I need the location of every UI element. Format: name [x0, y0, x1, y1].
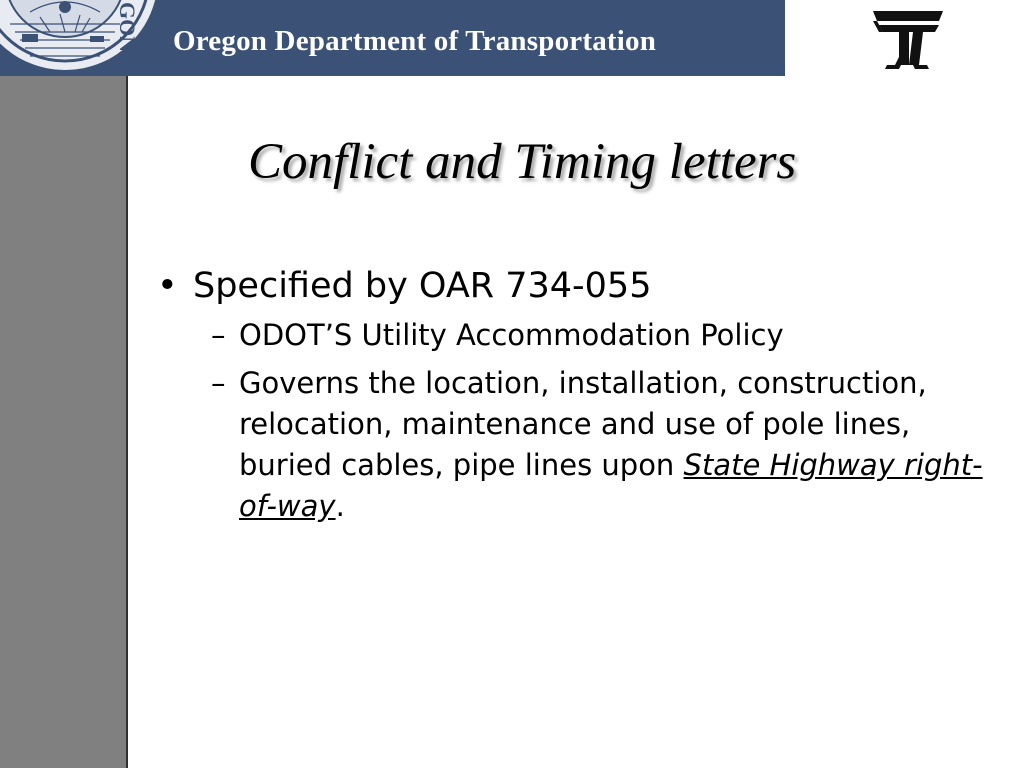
oregon-seal-icon: [0, 0, 160, 72]
dash-icon: –: [211, 318, 226, 352]
header-banner: [0, 0, 785, 76]
sub-bullet-text: Governs the location, installation, construction, relocation, maintenance and use of pole lines, buried cables, pipe lines upon: [239, 366, 927, 482]
odot-logo-icon: [869, 5, 947, 71]
bullet-dot-icon: •: [157, 266, 178, 306]
sub-bullet-item: [155, 315, 985, 356]
highway-right-of-way-link[interactable]: State Highway right-of-way: [239, 448, 983, 523]
sub-bullet-text: ODOT’S Utility Accommodation Policy: [239, 318, 784, 352]
slide-title: Conflict and Timing letters: [248, 134, 797, 190]
seal-letters: GON: [115, 2, 140, 53]
dash-icon: –: [211, 366, 226, 400]
slide-content: [155, 264, 985, 527]
sub-bullet-tail: .: [335, 489, 345, 523]
bullet-text: Specified by OAR 734-055: [193, 266, 652, 306]
sub-bullet-item: [155, 363, 985, 527]
bullet-item: [155, 264, 985, 308]
agency-name: Oregon Department of Transportation: [173, 25, 657, 57]
sidebar-bar: [0, 76, 128, 768]
